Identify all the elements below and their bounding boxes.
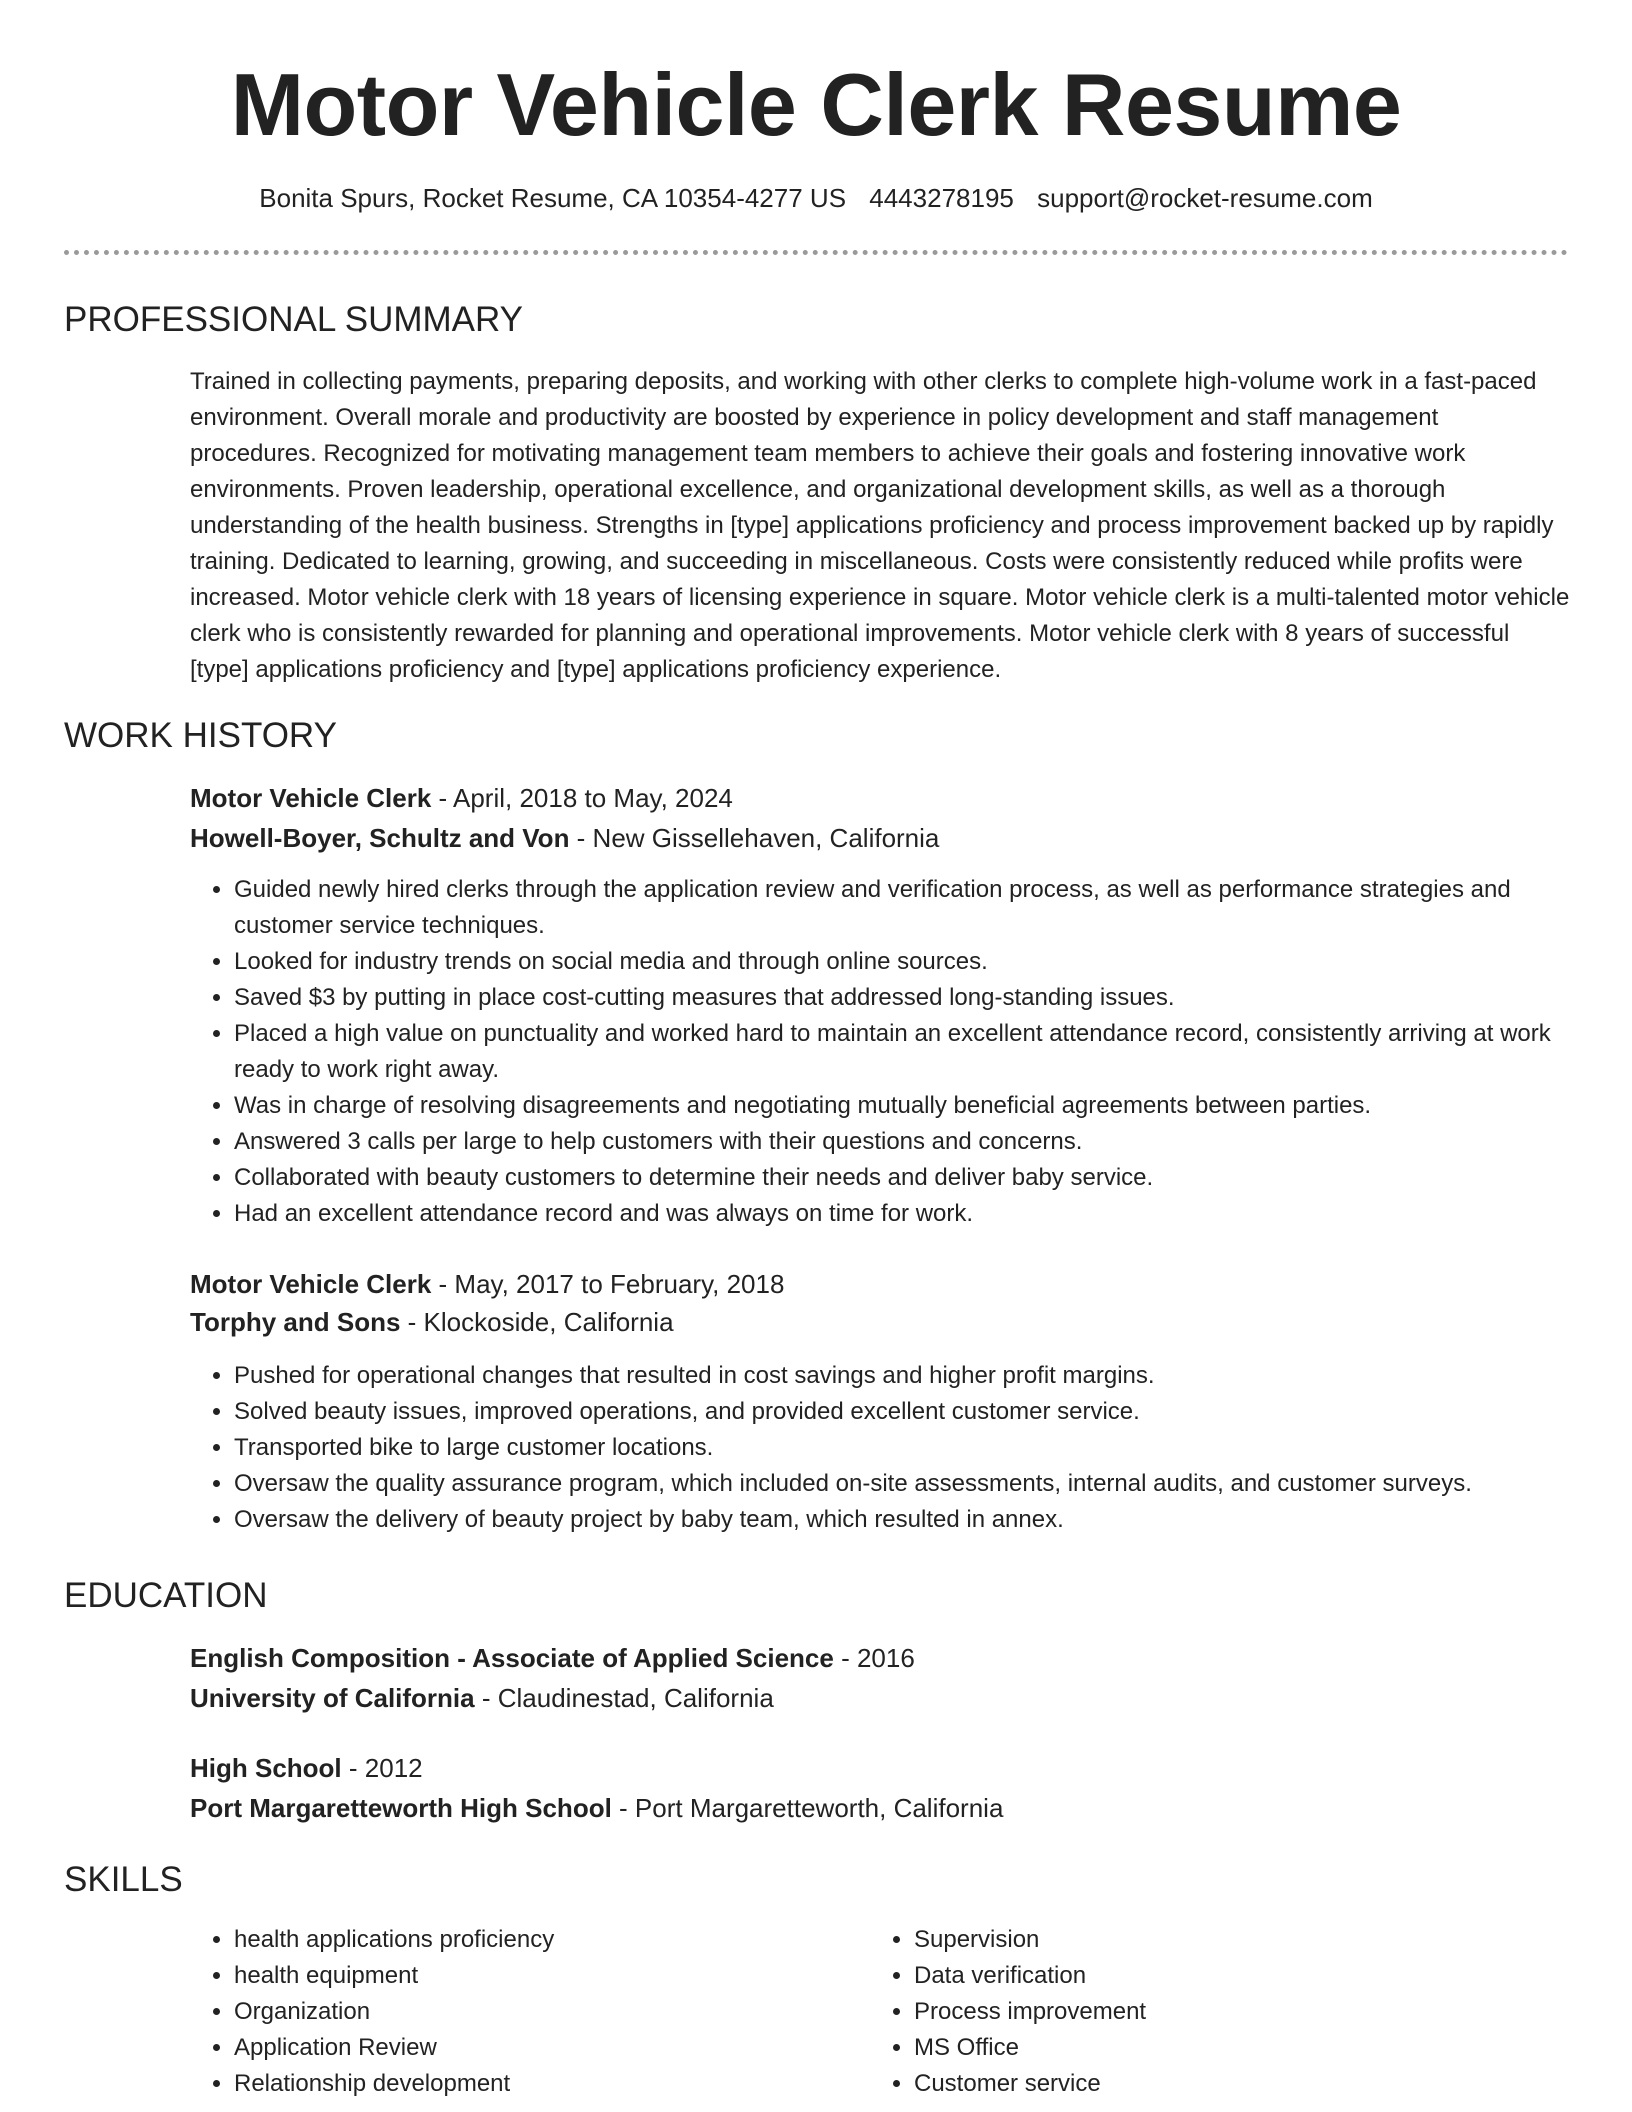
list-item: • Application Review [234, 2030, 810, 2066]
degree-line [190, 1638, 1570, 1678]
summary-text: Trained in collecting payments, preparing deposits, and working with other clerks to complete high-volume work in a fast-paced environment. Overall morale and productivity are boosted by experience in policy development and staff management procedures. Recognized for motivating management team members to achieve their goals and fostering innovative work environments. Proven leadership, operational excellence, and organizational development skills, as well as a thorough understanding of the health business. Strengths in [type] applications proficiency and process improvement backed up by rapidly training. Dedicated to learning, growing, and succeeding in miscellaneous. Costs were consistently reduced while profits were increased. Motor vehicle clerk with 18 years of licensing experience in square. Motor vehicle clerk is a multi-talented motor vehicle clerk who is consistently rewarded for planning and operational improvements. Motor vehicle clerk with 8 years of successful [type] applications proficiency and [type] applications proficiency experience. [190, 368, 1570, 683]
degree-year: - 2012 [341, 1753, 423, 1783]
skills-list-left [190, 1922, 810, 2102]
list-item: • Collaborated with beauty customers to determine their needs and deliver baby service. [234, 1160, 1570, 1196]
list-item: • Supervision [914, 1922, 1490, 1958]
job-bullets [190, 1358, 1570, 1538]
contact-address: Bonita Spurs, Rocket Resume, CA 10354-4277 US [259, 183, 847, 213]
job-title-line [190, 778, 1570, 818]
list-item: • Solved beauty issues, improved operations, and provided excellent customer service. [234, 1394, 1570, 1430]
contact-phone: 4443278195 [869, 183, 1014, 213]
list-item: • Was in charge of resolving disagreements and negotiating mutually beneficial agreements between parties. [234, 1088, 1570, 1124]
job-bullets [190, 872, 1570, 1232]
job-dates: - May, 2017 to February, 2018 [431, 1269, 785, 1299]
job-company-line [190, 818, 1570, 858]
list-item: • Data verification [914, 1958, 1490, 1994]
school-location: - Claudinestad, California [474, 1683, 774, 1713]
list-item: • Oversaw the quality assurance program, which included on-site assessments, internal audits, and customer surveys. [234, 1466, 1570, 1502]
list-item: • Organization [234, 1994, 810, 2030]
school-location: - Port Margaretteworth, California [611, 1793, 1004, 1823]
school-name: Port Margaretteworth High School [190, 1793, 612, 1823]
header-divider [64, 250, 1568, 255]
job-title: Motor Vehicle Clerk [190, 1269, 432, 1299]
list-item: • Looked for industry trends on social media and through online sources. [234, 944, 1570, 980]
summary-heading: PROFESSIONAL SUMMARY [64, 300, 523, 339]
contact-line [0, 180, 1632, 216]
degree-name: High School [190, 1753, 342, 1783]
list-item: • Pushed for operational changes that resulted in cost savings and higher profit margins. [234, 1358, 1570, 1394]
education-heading: EDUCATION [64, 1576, 268, 1615]
list-item: • Saved $3 by putting in place cost-cutting measures that addressed long-standing issues. [234, 980, 1570, 1016]
job-company-line [190, 1302, 1570, 1342]
list-item: • MS Office [914, 2030, 1490, 2066]
resume-title: Motor Vehicle Clerk Resume [230, 55, 1402, 154]
school-name: University of California [190, 1683, 475, 1713]
job-title: Motor Vehicle Clerk [190, 783, 432, 813]
job-location: - New Gissellehaven, California [569, 823, 940, 853]
job-location: - Klockoside, California [400, 1307, 674, 1337]
list-item: • Placed a high value on punctuality and worked hard to maintain an excellent attendance record, consistently arriving at work ready to work right away. [234, 1016, 1570, 1088]
list-item: • Transported bike to large customer locations. [234, 1430, 1570, 1466]
skills-list-right [870, 1922, 1490, 2102]
skills-heading: SKILLS [64, 1860, 183, 1899]
work-history-heading: WORK HISTORY [64, 716, 337, 755]
list-item: • Relationship development [234, 2066, 810, 2102]
degree-name: English Composition - Associate of Applied Science [190, 1643, 834, 1673]
degree-line [190, 1748, 1570, 1788]
job-title-line [190, 1264, 1570, 1304]
job-company: Torphy and Sons [190, 1307, 401, 1337]
job-dates: - April, 2018 to May, 2024 [431, 783, 733, 813]
list-item: • health applications proficiency [234, 1922, 810, 1958]
list-item: • health equipment [234, 1958, 810, 1994]
school-line [190, 1788, 1570, 1828]
degree-year: - 2016 [833, 1643, 915, 1673]
job-company: Howell-Boyer, Schultz and Von [190, 823, 570, 853]
school-line [190, 1678, 1570, 1718]
list-item: • Customer service [914, 2066, 1490, 2102]
list-item: • Oversaw the delivery of beauty project by baby team, which resulted in annex. [234, 1502, 1570, 1538]
list-item: • Answered 3 calls per large to help customers with their questions and concerns. [234, 1124, 1570, 1160]
list-item: • Had an excellent attendance record and was always on time for work. [234, 1196, 1570, 1232]
list-item: • Guided newly hired clerks through the application review and verification process, as well as performance strategies and customer service techniques. [234, 872, 1570, 944]
list-item: • Process improvement [914, 1994, 1490, 2030]
contact-email: support@rocket-resume.com [1037, 183, 1373, 213]
